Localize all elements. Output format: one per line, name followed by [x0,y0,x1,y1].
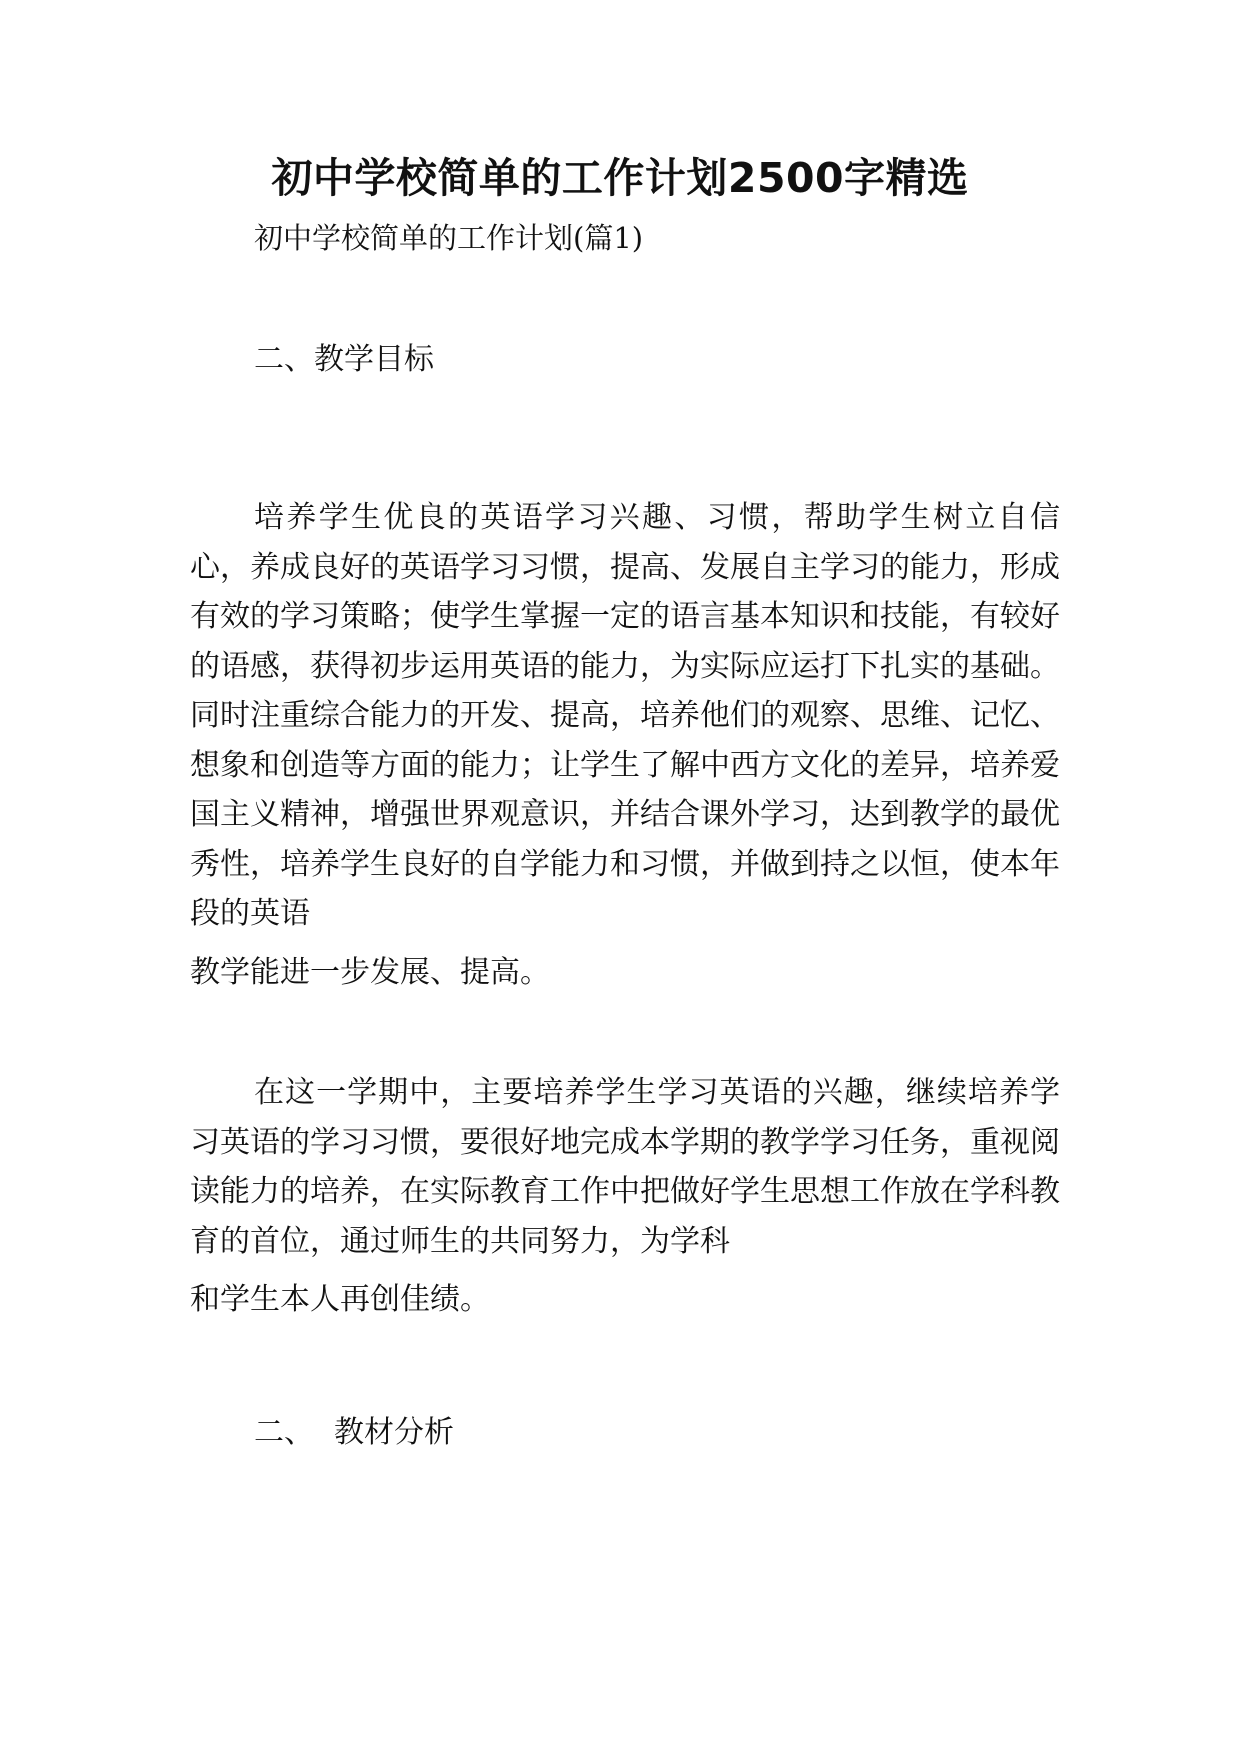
section-label: 教材分析 [334,1415,454,1450]
paragraph-body: 培养学生优良的英语学习兴趣、习惯，帮助学生树立自信心，养成良好的英语学习习惯，提高、发展自主学习的能力，形成有效的学习策略；使学生掌握一定的语言基本知识和技能，有较好的语感，获得初步运用英语的能力，为实际应运打下扎实的基础。同时注重综合能力的开发、提高，培养他们的观察、思维、记忆、想象和创造等方面的能力；让学生了解中西方文化的差异，培养爱国主义精神，增强世界观意识，并结合课外学习，达到教学的最优秀性，培养学生良好的自学能力和习惯，并做到持之以恒，使本年段的英语 [190,500,1060,931]
section-heading-teaching-goals: 二、教学目标 [254,342,434,377]
paragraph-semester-plan [190,1068,1060,1325]
paragraph-last-line: 教学能进一步发展、提高。 [190,954,550,990]
paragraph-teaching-goals [190,493,1060,997]
document-title: 初中学校简单的工作计划2500字精选 [271,154,969,202]
paragraph-body: 在这一学期中，主要培养学生学习英语的兴趣，继续培养学习英语的学习习惯，要很好地完成本学期的教学学习任务，重视阅读能力的培养，在实际教育工作中把做好学生思想工作放在学科教育的首位，通过师生的共同努力，为学科 [190,1075,1060,1259]
paragraph-last-line: 和学生本人再创佳绩。 [190,1282,490,1317]
section-number: 二、 [254,1415,314,1450]
document-subtitle: 初中学校简单的工作计划(篇1) [254,221,644,255]
section-heading-material-analysis [254,1413,454,1453]
